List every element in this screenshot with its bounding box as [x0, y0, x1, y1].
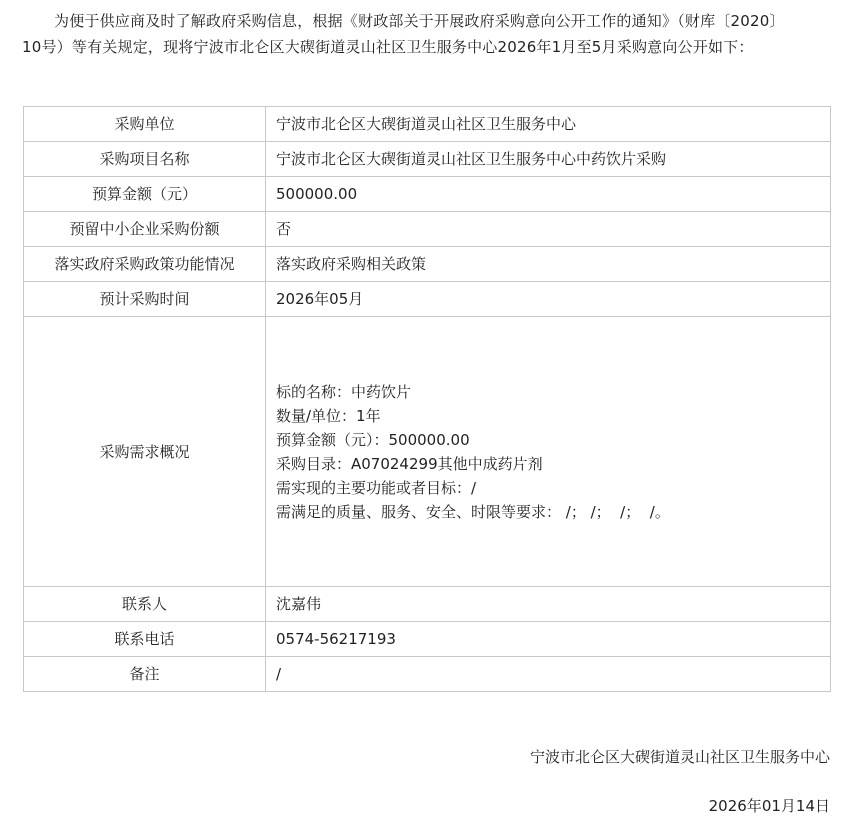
row-value: / [266, 657, 831, 692]
intro-paragraph [22, 8, 824, 60]
row-label: 预留中小企业采购份额 [24, 212, 266, 247]
row-label: 采购需求概况 [24, 317, 266, 587]
procurement-intent-table [23, 106, 831, 692]
needs-list [266, 380, 830, 524]
row-value: 宁波市北仑区大碶街道灵山社区卫生服务中心中药饮片采购 [266, 142, 831, 177]
table-row-project-name [24, 142, 831, 177]
row-label: 预算金额（元） [24, 177, 266, 212]
row-value: 沈嘉伟 [266, 587, 831, 622]
table-row-needs-overview [24, 317, 831, 587]
row-label: 联系人 [24, 587, 266, 622]
row-value: 500000.00 [266, 177, 831, 212]
needs-line: 数量/单位：1年 [276, 406, 381, 425]
needs-line: 预算金额（元）：500000.00 [276, 430, 470, 449]
table-row-budget [24, 177, 831, 212]
signature-date: 2026年01月14日 [708, 797, 830, 815]
table-row-phone [24, 622, 831, 657]
row-value: 落实政府采购相关政策 [266, 247, 831, 282]
row-label: 备注 [24, 657, 266, 692]
signature-organization: 宁波市北仑区大碶街道灵山社区卫生服务中心 [529, 748, 830, 766]
row-value: 否 [266, 212, 831, 247]
row-value: 0574-56217193 [266, 622, 831, 657]
row-label: 采购单位 [24, 107, 266, 142]
needs-cell [266, 317, 831, 587]
needs-line: 需实现的主要功能或者目标：/ [276, 478, 477, 497]
table-row-expected-time [24, 282, 831, 317]
table-row-purchasing-unit [24, 107, 831, 142]
intro-line-1-text: 为便于供应商及时了解政府采购信息，根据《财政部关于开展政府采购意向公开工作的通知》（财库〔2020〕 [54, 12, 785, 30]
row-label: 采购项目名称 [24, 142, 266, 177]
intro-line-1 [22, 8, 824, 34]
row-label: 联系电话 [24, 622, 266, 657]
needs-line: 采购目录：A07024299其他中成药片剂 [276, 454, 543, 473]
row-value: 宁波市北仑区大碶街道灵山社区卫生服务中心 [266, 107, 831, 142]
needs-line: 标的名称：中药饮片 [276, 382, 412, 401]
table-row-remarks [24, 657, 831, 692]
table-row-sme-share [24, 212, 831, 247]
row-label: 落实政府采购政策功能情况 [24, 247, 266, 282]
row-label: 预计采购时间 [24, 282, 266, 317]
table-row-contact [24, 587, 831, 622]
row-value: 2026年05月 [266, 282, 831, 317]
intro-line-2: 10号）等有关规定，现将宁波市北仑区大碶街道灵山社区卫生服务中心2026年1月至5月采购意向公开如下： [22, 38, 754, 56]
needs-line: 需满足的质量、服务、安全、时限等要求： /； /； /； /。 [276, 502, 670, 521]
table-row-policy [24, 247, 831, 282]
